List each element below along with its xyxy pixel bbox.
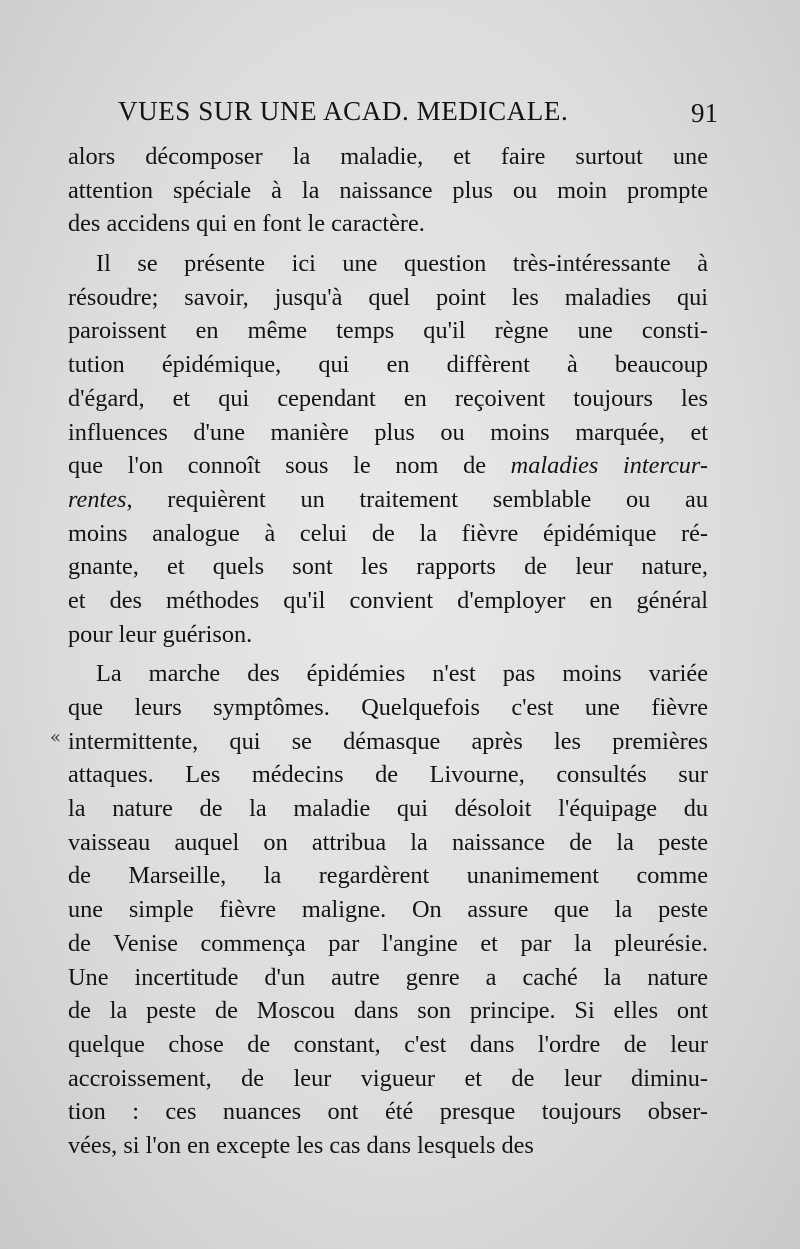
text-fragment: , requièrent un traitement semblable ou au (126, 485, 708, 513)
text-line: influences d'une manière plus ou moins marquée, et (68, 418, 708, 446)
text-line: que leurs symptômes. Quelquefois c'est une fièvre (68, 694, 708, 721)
text-line: pour leur guérison. (68, 620, 253, 648)
text-line: de Venise commença par l'angine et par la pleurésie. (68, 929, 708, 957)
text-line: tion : ces nuances ont été presque toujours obser- (68, 1098, 708, 1126)
text-line: La marche des épidémies n'est pas moins variée (96, 660, 708, 688)
text-line: attaques. Les médecins de Livourne, consultés sur (68, 761, 708, 789)
italic-term: maladies intercur- (510, 452, 708, 480)
text-line: vaisseau auquel on attribua la naissance de la peste (68, 828, 708, 856)
paragraph (68, 657, 708, 1162)
text-line: quelque chose de constant, c'est dans l'ordre de leur (68, 1030, 708, 1058)
text-line: de Marseille, la regardèrent unanimement comme (68, 862, 708, 890)
italic-term: rentes (68, 485, 127, 513)
running-title: VUES SUR UNE ACAD. MEDICALE. (118, 96, 569, 126)
text-line (68, 449, 708, 483)
text-line: une simple fièvre maligne. On assure que la peste (68, 896, 708, 924)
body-text (68, 140, 708, 1163)
text-line: et des méthodes qu'il convient d'employer en général (68, 586, 708, 614)
text-line: d'égard, et qui cependant en reçoivent toujours les (68, 384, 708, 412)
text-line: alors décomposer la maladie, et faire surtout une (68, 143, 708, 170)
text-line: paroissent en même temps qu'il règne une consti- (68, 317, 708, 345)
paragraph (68, 247, 708, 651)
page-number: 91 (691, 98, 718, 128)
text-line: intermittente, qui se démasque après les premières (68, 727, 708, 755)
text-line: accroissement, de leur vigueur et de leur diminu- (68, 1064, 708, 1092)
text-line: gnante, et quels sont les rapports de leur nature, (68, 553, 708, 581)
text-line: tution épidémique, qui en diffèrent à beaucoup (68, 351, 708, 379)
text-line: moins analogue à celui de la fièvre épidémique ré- (68, 519, 708, 547)
text-line: de la peste de Moscou dans son principe. Si elles ont (68, 997, 708, 1025)
margin-mark: « (50, 727, 62, 748)
text-line: Une incertitude d'un autre genre a caché la nature (68, 963, 708, 991)
text-line: Il se présente ici une question très-intéressante à (96, 250, 708, 278)
text-line (68, 483, 708, 517)
page-header (118, 96, 718, 136)
text-line: la nature de la maladie qui désoloit l'équipage du (68, 795, 708, 823)
text-fragment: que l'on connoît sous le nom de (68, 452, 511, 480)
text-line: des accidens qui en font le caractère. (68, 210, 425, 238)
text-line: résoudre; savoir, jusqu'à quel point les maladies qui (68, 283, 708, 311)
text-line: attention spéciale à la naissance plus ou moin prompte (68, 176, 708, 204)
text-line: vées, si l'on en excepte les cas dans lesquels des (68, 1131, 534, 1159)
paragraph (68, 140, 708, 241)
